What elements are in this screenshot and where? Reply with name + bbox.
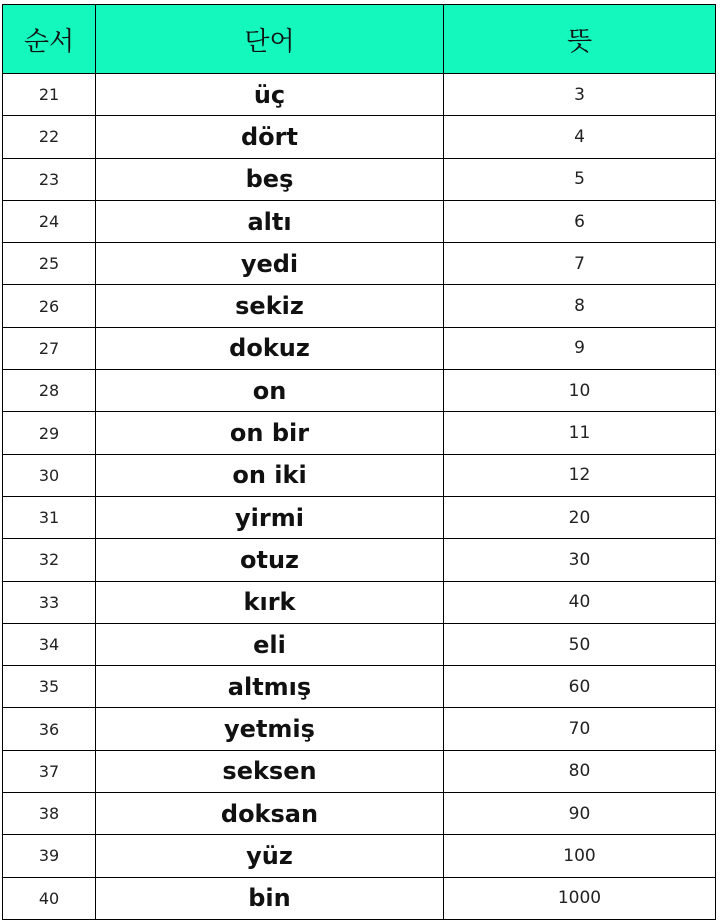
header-meaning: 뜻 (444, 5, 716, 74)
word-cell: bin (96, 877, 444, 919)
vocabulary-table (2, 4, 716, 920)
table-row (3, 496, 716, 538)
table-row (3, 835, 716, 877)
meaning-cell: 6 (444, 200, 716, 242)
order-cell: 35 (3, 666, 96, 708)
order-cell: 27 (3, 327, 96, 369)
word-cell: dokuz (96, 327, 444, 369)
meaning-cell: 80 (444, 750, 716, 792)
order-cell: 26 (3, 285, 96, 327)
table-row (3, 243, 716, 285)
word-cell: yetmiş (96, 708, 444, 750)
table-row (3, 158, 716, 200)
meaning-cell: 90 (444, 793, 716, 835)
order-cell: 38 (3, 793, 96, 835)
word-cell: doksan (96, 793, 444, 835)
table-row (3, 877, 716, 919)
table-row (3, 750, 716, 792)
word-cell: dört (96, 116, 444, 158)
meaning-cell: 40 (444, 581, 716, 623)
meaning-cell: 7 (444, 243, 716, 285)
table-row (3, 581, 716, 623)
order-cell: 30 (3, 454, 96, 496)
meaning-cell: 11 (444, 412, 716, 454)
meaning-cell: 4 (444, 116, 716, 158)
table-row (3, 74, 716, 116)
word-cell: yedi (96, 243, 444, 285)
table-row (3, 200, 716, 242)
meaning-cell: 10 (444, 370, 716, 412)
meaning-cell: 3 (444, 74, 716, 116)
meaning-cell: 8 (444, 285, 716, 327)
table-row (3, 370, 716, 412)
table-row (3, 285, 716, 327)
order-cell: 24 (3, 200, 96, 242)
table-row (3, 412, 716, 454)
table-row (3, 116, 716, 158)
word-cell: seksen (96, 750, 444, 792)
meaning-cell: 50 (444, 623, 716, 665)
table-row (3, 793, 716, 835)
word-cell: yirmi (96, 496, 444, 538)
table-row (3, 666, 716, 708)
order-cell: 21 (3, 74, 96, 116)
table-row (3, 623, 716, 665)
meaning-cell: 5 (444, 158, 716, 200)
word-cell: yüz (96, 835, 444, 877)
meaning-cell: 12 (444, 454, 716, 496)
meaning-cell: 70 (444, 708, 716, 750)
meaning-cell: 30 (444, 539, 716, 581)
word-cell: otuz (96, 539, 444, 581)
header-word: 단어 (96, 5, 444, 74)
word-cell: on iki (96, 454, 444, 496)
order-cell: 37 (3, 750, 96, 792)
order-cell: 23 (3, 158, 96, 200)
table-header (3, 5, 716, 74)
word-cell: sekiz (96, 285, 444, 327)
meaning-cell: 20 (444, 496, 716, 538)
order-cell: 39 (3, 835, 96, 877)
order-cell: 34 (3, 623, 96, 665)
table-row (3, 327, 716, 369)
order-cell: 32 (3, 539, 96, 581)
table-body (3, 74, 716, 920)
word-cell: on (96, 370, 444, 412)
meaning-cell: 9 (444, 327, 716, 369)
word-cell: beş (96, 158, 444, 200)
meaning-cell: 60 (444, 666, 716, 708)
order-cell: 36 (3, 708, 96, 750)
order-cell: 40 (3, 877, 96, 919)
word-cell: eli (96, 623, 444, 665)
word-cell: üç (96, 74, 444, 116)
order-cell: 22 (3, 116, 96, 158)
table-row (3, 708, 716, 750)
table-row (3, 539, 716, 581)
meaning-cell: 100 (444, 835, 716, 877)
order-cell: 28 (3, 370, 96, 412)
word-cell: altmış (96, 666, 444, 708)
header-order: 순서 (3, 5, 96, 74)
table-row (3, 454, 716, 496)
word-cell: on bir (96, 412, 444, 454)
word-cell: altı (96, 200, 444, 242)
word-cell: kırk (96, 581, 444, 623)
order-cell: 33 (3, 581, 96, 623)
header-row (3, 5, 716, 74)
order-cell: 31 (3, 496, 96, 538)
order-cell: 29 (3, 412, 96, 454)
meaning-cell: 1000 (444, 877, 716, 919)
order-cell: 25 (3, 243, 96, 285)
